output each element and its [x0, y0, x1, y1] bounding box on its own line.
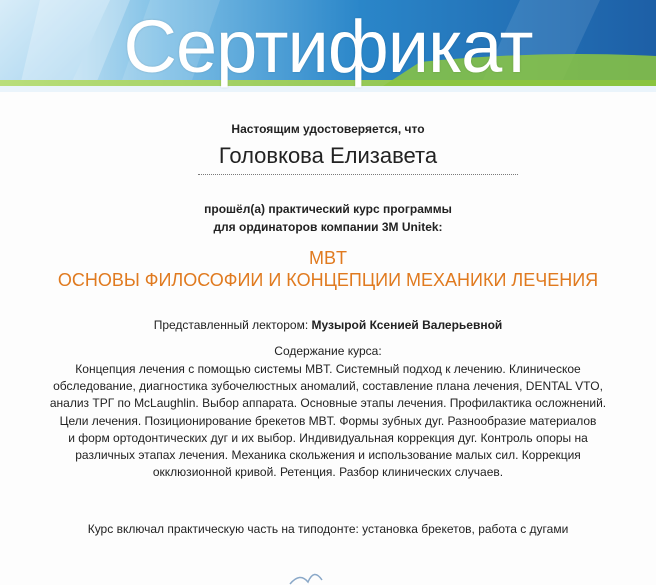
signature-mark: [270, 560, 390, 585]
passed-text: [0, 200, 656, 236]
lecturer-line: [0, 318, 656, 332]
certificate-title: Сертификат: [123, 5, 533, 88]
contents-line: обследование, диагностика зубочелюстных аномалий, составление плана лечения, DENTAL VTO,: [53, 379, 603, 394]
course-title: ОСНОВЫ ФИЛОСОФИИ И КОНЦЕПЦИИ МЕХАНИКИ ЛЕЧЕНИЯ: [57, 270, 599, 290]
passed-line-2: для ординаторов компании 3M Unitek:: [213, 220, 443, 234]
contents-line: различных этапах лечения. Механика скольжения и использование малых сил. Коррекция: [75, 448, 581, 463]
header-banner: [0, 0, 656, 96]
contents-line: окклюзионной кривой. Ретенция. Разбор клинических случаев.: [152, 465, 504, 480]
contents-line: Цели лечения. Позиционирование брекетов MBT. Формы зубных дуг. Разнообразие материалов: [59, 413, 597, 428]
lecturer-name: Музырой Ксенией Валерьевной: [311, 318, 503, 332]
course-contents: [40, 361, 616, 481]
practical-text: Курс включал практическую часть на типодонте: установка брекетов, работа с дугами: [87, 522, 569, 536]
contents-line: Концепция лечения с помощью системы MBT. Системный подход к лечению. Клиническое: [75, 362, 581, 376]
lecturer-label: Представленный лектором:: [153, 318, 309, 332]
contents-heading: Содержание курса:: [274, 344, 382, 358]
certifies-text: Настоящим удостоверяется, что: [231, 122, 425, 136]
contents-line: анализ ТРГ по McLaughlin. Выбор аппарата. Основные этапы лечения. Профилактика осложнений.: [49, 396, 607, 411]
recipient-name: Головкова Елизавета: [218, 143, 438, 168]
passed-line-1: прошёл(а) практический курс программы: [204, 202, 452, 216]
contents-line: и форм ортодонтических дуг и их выбор. Индивидуальная коррекция дуг. Контроль опоры на: [68, 430, 588, 445]
course-code: MBT: [309, 248, 347, 268]
name-underline: [198, 174, 518, 175]
